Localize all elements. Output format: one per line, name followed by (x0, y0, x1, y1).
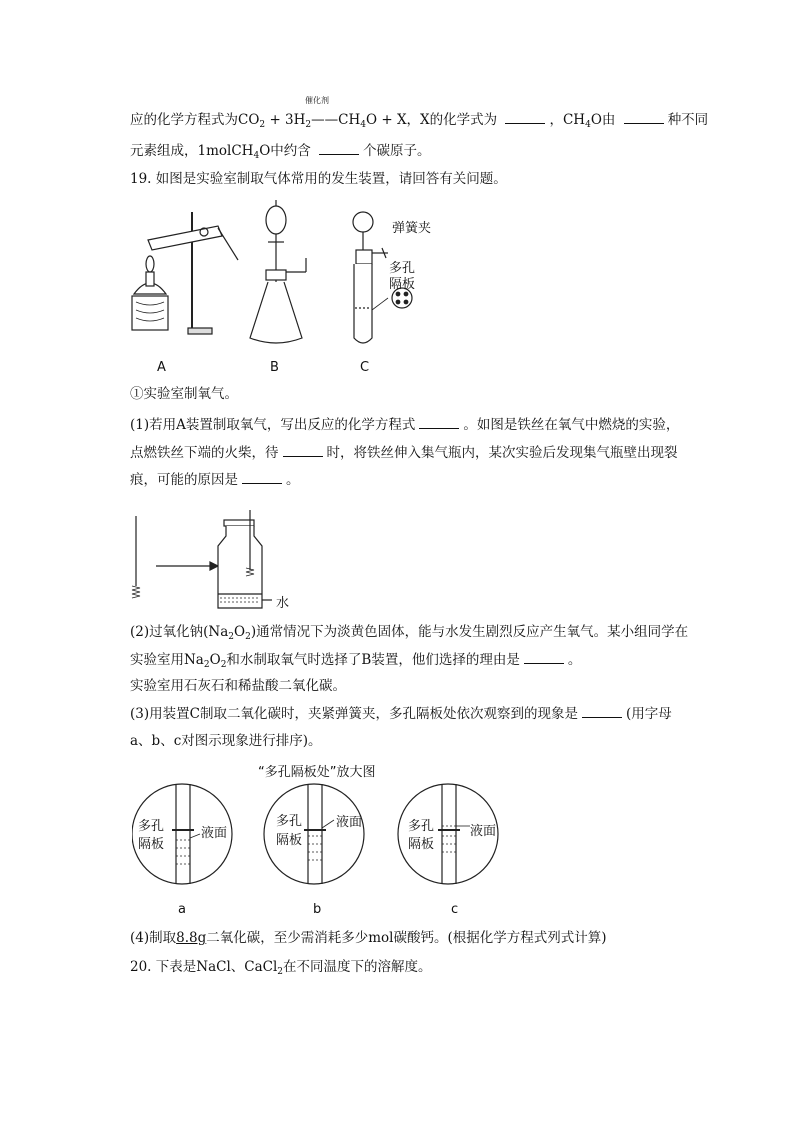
catalyst-label: 催化剂 (305, 96, 329, 105)
answer-blank-order[interactable] (582, 705, 622, 718)
app-label-b: B (270, 360, 279, 375)
answer-blank-time[interactable] (283, 444, 323, 457)
zoom-figure (132, 780, 512, 890)
clip-label: 弹簧夹 (392, 221, 432, 236)
q19-p1-line1: (1)若用A装置制取氧气，写出反应的化学方程式 。如图是铁丝在氧气中燃烧的实验， (130, 417, 680, 433)
q19-p3-line2: a、b、c对图示现象进行排序)。 (130, 733, 322, 749)
zoom-a-plate-2: 隔板 (138, 837, 165, 852)
zoom-b-plate-2: 隔板 (276, 833, 303, 848)
apparatus-b (250, 200, 306, 343)
answer-blank-x[interactable] (505, 111, 545, 124)
answer-blank-reason[interactable] (242, 471, 282, 484)
q18-equation-line: 应的化学方程式为$CO_2$ + $3H_2——CH_4O + X$，X的化学式为 ，$CH_4O$由 种不同 (130, 112, 709, 130)
answer-blank-choice-reason[interactable] (524, 651, 564, 664)
zoom-c-liquid: 液面 (470, 824, 497, 839)
answer-blank-elements[interactable] (624, 111, 664, 124)
water-label: 水 (276, 596, 290, 611)
q19-p2-line2: 实验室用$Na_2O_2$和水制取氧气时选择了B装置，他们选择的理由是 。 (130, 652, 582, 670)
zoom-b-liquid: 液面 (336, 815, 363, 830)
zoom-label-a: a (178, 902, 186, 917)
q19-title: 19. 如图是实验室制取气体常用的发生装置，请回答有关问题。 (130, 171, 507, 187)
zoom-label-c: c (451, 902, 459, 917)
equals-arrow: —— (311, 112, 339, 128)
q19-p1-line2: 点燃铁丝下端的火柴，待 时，将铁丝伸入集气瓶内，某次实验后发现集气瓶壁出现裂 (130, 445, 678, 461)
zoom-title: “多孔隔板处”放大图 (258, 765, 376, 780)
plate-label-2: 隔板 (389, 277, 416, 292)
q19-p2-line1: (2)过氧化钠$(Na_2O_2)$通常情况下为淡黄色固体，能与水发生剧烈反应产生氧气。某小组同学在 (130, 624, 689, 642)
answer-blank-carbon[interactable] (319, 142, 359, 155)
zoom-c-plate-2: 隔板 (408, 837, 435, 852)
app-label-a: A (157, 360, 166, 375)
section-co2: 实验室用石灰石和稀盐酸二氧化碳。 (130, 678, 346, 694)
q19-p1-line3: 痕，可能的原因是 。 (130, 472, 300, 488)
q19-p4: (4)制取8.8g二氧化碳，至少需消耗多少mol碳酸钙。(根据化学方程式列式计算) (130, 930, 607, 946)
answer-blank-equation[interactable] (419, 416, 459, 429)
q18-line2: 元素组成，1molCH$_4$O中约含 个碳原子。 (130, 143, 431, 161)
zoom-b-plate-1: 多孔 (276, 814, 303, 829)
zoom-a-liquid: 液面 (201, 826, 228, 841)
plate-label-1: 多孔 (389, 261, 416, 276)
q20-title: 20. 下表是NaCl、CaCl$_2$在不同温度下的溶解度。 (130, 959, 432, 977)
apparatus-figure (130, 198, 430, 358)
iron-wire-figure (128, 510, 288, 610)
zoom-a-plate-1: 多孔 (138, 819, 165, 834)
apparatus-a (132, 212, 238, 334)
zoom-label-b: b (313, 902, 322, 917)
zoom-c-plate-1: 多孔 (408, 819, 435, 834)
app-label-c: C (360, 360, 370, 375)
q19-p3-line1: (3)用装置C制取二氧化碳时，夹紧弹簧夹，多孔隔板处依次观察到的现象是 (用字母 (130, 706, 672, 722)
section-oxygen: ①实验室制氧气。 (130, 386, 238, 402)
